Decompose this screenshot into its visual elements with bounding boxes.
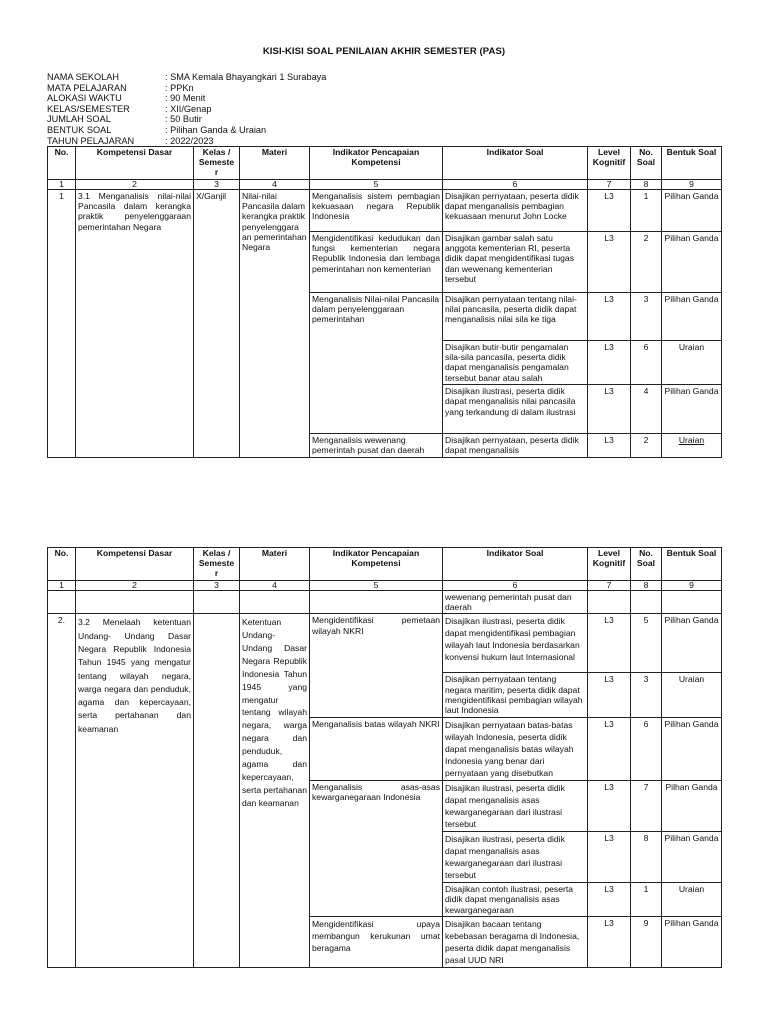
bentuk-soal: Uraian xyxy=(662,340,722,384)
column-number: 2 xyxy=(76,179,194,189)
column-number: 4 xyxy=(240,580,310,590)
empty-cell xyxy=(588,590,631,614)
kelas-semester-empty xyxy=(194,614,240,968)
level-kognitif: L3 xyxy=(588,189,631,231)
indikator-soal: Disajikan pernyataan batas-batas wilayah Indonesia, peserta didik dapat menganalisis batas wilayah Indonesia yang benar dari pernyataan yang disebutkan xyxy=(443,717,588,780)
column-number: 3 xyxy=(194,179,240,189)
column-number: 8 xyxy=(631,580,662,590)
empty-cell xyxy=(240,590,310,614)
column-number: 6 xyxy=(443,179,588,189)
nomor-soal: 2 xyxy=(631,231,662,292)
info-key: ALOKASI WAKTU xyxy=(47,93,122,104)
level-kognitif: L3 xyxy=(588,340,631,384)
nomor-soal: 9 xyxy=(631,916,662,967)
empty-cell xyxy=(194,590,240,614)
indikator-soal: Disajikan pernyataan tentang negara maritim, peserta didik dapat mengidentifikasi pembagian wilayah laut Indonesia xyxy=(443,673,588,717)
column-number: 3 xyxy=(194,580,240,590)
column-number: 4 xyxy=(240,179,310,189)
bentuk-soal: Pilihan Ganda xyxy=(662,292,722,340)
continuation-row xyxy=(48,590,722,614)
info-key: MATA PELAJARAN xyxy=(47,82,127,93)
level-kognitif: L3 xyxy=(588,916,631,967)
level-kognitif: L3 xyxy=(588,673,631,717)
indikator-kompetensi: Menganalisis wewenang pemerintah pusat dan daerah xyxy=(310,433,443,457)
bentuk-soal: Pilihan Ganda xyxy=(662,831,722,882)
info-row xyxy=(47,93,447,104)
level-kognitif: L3 xyxy=(588,384,631,433)
column-number-row xyxy=(48,179,722,189)
table-row xyxy=(48,614,722,673)
info-row xyxy=(47,72,447,83)
column-number: 1 xyxy=(48,179,76,189)
nomor-soal: 5 xyxy=(631,614,662,673)
table-row xyxy=(48,189,722,231)
info-value: : PPKn xyxy=(165,82,194,93)
level-kognitif: L3 xyxy=(588,780,631,831)
column-number: 5 xyxy=(310,179,443,189)
kompetensi-dasar: 3.1 Menganalisis nilai-nilai Pancasila dalam kerangka praktik penyelenggaraan pemerintahan Negara xyxy=(76,189,194,457)
bentuk-soal: Pilihan Ganda xyxy=(662,717,722,780)
info-row xyxy=(47,104,447,115)
header-cell: Level Kognitif xyxy=(588,147,631,180)
info-key: JUMLAH SOAL xyxy=(47,114,111,125)
info-row xyxy=(47,114,447,125)
indikator-kompetensi: Menganalisis Nilai-nilai Pancasila dalam penyelenggaraan pemerintahan xyxy=(310,292,443,433)
info-value: : 50 Butir xyxy=(165,114,202,125)
info-key: TAHUN PELAJARAN xyxy=(47,135,135,146)
indikator-soal: Disajikan pernyataan, peserta didik dapat menganalisis pembagian kekuasaan menurut John Locke xyxy=(443,189,588,231)
kisi-kisi-table-page-2 xyxy=(47,547,722,968)
kisi-kisi-table-page-1 xyxy=(47,146,722,458)
nomor-soal: 2 xyxy=(631,433,662,457)
indikator-kompetensi: Mengidentifikasi kedudukan dan fungsi kementerian negara Republik Indonesia dan lembaga pemerintahan non kementerian xyxy=(310,231,443,292)
indikator-soal: wewenang pemerintah pusat dan daerah xyxy=(443,590,588,614)
indikator-kompetensi: Mengidentifikasi upaya membangun kerukunan umat beragama xyxy=(310,916,443,967)
level-kognitif: L3 xyxy=(588,433,631,457)
level-kognitif: L3 xyxy=(588,231,631,292)
school-info xyxy=(47,72,447,146)
column-number-row xyxy=(48,580,722,590)
empty-cell xyxy=(662,590,722,614)
header-cell: No. Soal xyxy=(631,548,662,581)
indikator-soal: Disajikan pernyataan, peserta didik dapat menganalisis xyxy=(443,433,588,457)
nomor-soal: 3 xyxy=(631,673,662,717)
nomor-soal: 3 xyxy=(631,292,662,340)
indikator-soal: Disajikan butir-butir pengamalan sila-sila pancasila, peserta didik dapat menganalisis pengamalan tersebut banar atau salah xyxy=(443,340,588,384)
column-number: 1 xyxy=(48,580,76,590)
column-number: 9 xyxy=(662,580,722,590)
info-value: : 90 Menit xyxy=(165,93,206,104)
indikator-soal: Disajikan ilustrasi, peserta didik dapat menganalisis asas kewarganegaraan dari ilustrasi tersebut xyxy=(443,831,588,882)
info-key: KELAS/SEMESTER xyxy=(47,103,130,114)
level-kognitif: L3 xyxy=(588,292,631,340)
header-cell: Bentuk Soal xyxy=(662,147,722,180)
kelas-semester: X/Ganjil xyxy=(194,189,240,457)
level-kognitif: L3 xyxy=(588,882,631,916)
info-value: : 2022/2023 xyxy=(165,135,214,146)
indikator-kompetensi: Menganalisis asas-asas kewarganegaraan Indonesia xyxy=(310,780,443,916)
header-cell: No. Soal xyxy=(631,147,662,180)
header-cell: Materi xyxy=(240,147,310,180)
materi: Ketentuan Undang- Undang Dasar Negara Republik Indonesia Tahun 1945 yang mengatur tentang wilayah negara, warga negara dan penduduk, agama dan kepercayaan, serta pertahanan dan keamanan xyxy=(240,614,310,968)
column-number: 6 xyxy=(443,580,588,590)
header-cell: Kelas / Semeste r xyxy=(194,548,240,581)
header-row xyxy=(48,548,722,581)
indikator-soal: Disajikan ilustrasi, peserta didik dapat mengidentifikasi pembagian wilayah laut Indonesia berdasarkan konvensi hukum laut Internasional xyxy=(443,614,588,673)
info-value: : Pilihan Ganda & Uraian xyxy=(165,124,267,135)
column-number: 5 xyxy=(310,580,443,590)
info-row xyxy=(47,83,447,94)
header-cell: No. xyxy=(48,548,76,581)
header-cell: Kompetensi Dasar xyxy=(76,548,194,581)
column-number: 9 xyxy=(662,179,722,189)
row-number: 2. xyxy=(48,614,76,968)
empty-cell xyxy=(631,590,662,614)
level-kognitif: L3 xyxy=(588,614,631,673)
header-cell: Indikator Soal xyxy=(443,548,588,581)
bentuk-soal: Pilihan Ganda xyxy=(662,384,722,433)
header-cell: Kompetensi Dasar xyxy=(76,147,194,180)
nomor-soal: 6 xyxy=(631,717,662,780)
header-cell: No. xyxy=(48,147,76,180)
info-value: : XII/Genap xyxy=(165,103,212,114)
column-number: 7 xyxy=(588,179,631,189)
bentuk-soal: Uraian xyxy=(662,673,722,717)
header-cell: Level Kognitif xyxy=(588,548,631,581)
bentuk-soal: Pilihan Ganda xyxy=(662,614,722,673)
indikator-soal: Disajikan gambar salah satu anggota kementerian RI, peserta didik dapat mengidentifikasi tugas dan wewenang kementerian tersebut xyxy=(443,231,588,292)
nomor-soal: 1 xyxy=(631,882,662,916)
document-title: KISI-KISI SOAL PENILAIAN AKHIR SEMESTER (PAS) xyxy=(262,46,506,57)
indikator-soal: Disajikan contoh ilustrasi, peserta didik dapat menganalisis asas kewarganegaraan xyxy=(443,882,588,916)
nomor-soal: 6 xyxy=(631,340,662,384)
bentuk-soal: Uraian xyxy=(662,882,722,916)
info-row xyxy=(47,136,447,147)
bentuk-soal: Pilihan Ganda xyxy=(662,189,722,231)
indikator-kompetensi: Menganalisis sistem pembagian kekuasaan negara Republik Indonesia xyxy=(310,189,443,231)
row-number: 1 xyxy=(48,189,76,457)
info-value: : SMA Kemala Bhayangkari 1 Surabaya xyxy=(165,72,327,82)
column-number: 8 xyxy=(631,179,662,189)
bentuk-soal: Pilihan Ganda xyxy=(662,916,722,967)
nomor-soal: 1 xyxy=(631,189,662,231)
nomor-soal: 7 xyxy=(631,780,662,831)
header-cell: Bentuk Soal xyxy=(662,548,722,581)
indikator-kompetensi: Menganalisis batas wilayah NKRI xyxy=(310,717,443,780)
bentuk-soal: Pilhan Ganda xyxy=(662,780,722,831)
nomor-soal: 4 xyxy=(631,384,662,433)
bentuk-soal: Uraian xyxy=(662,433,722,457)
empty-cell xyxy=(48,590,76,614)
header-cell: Materi xyxy=(240,548,310,581)
column-number: 7 xyxy=(588,580,631,590)
header-row xyxy=(48,147,722,180)
info-row xyxy=(47,125,447,136)
indikator-soal: Disajikan ilustrasi, peserta didik dapat menganalisis nilai pancasila yang terkandung di dalam ilustrasi xyxy=(443,384,588,433)
header-cell: Indikator Pencapaian Kompetensi xyxy=(310,548,443,581)
kompetensi-dasar: 3.2 Menelaah ketentuan Undang- Undang Dasar Negara Republik Indonesia Tahun 1945 yang mengatur tentang wilayah negara, warga negara dan penduduk, agama dan kepercayaan, serta pertahanan dan keamanan xyxy=(76,614,194,968)
info-key: BENTUK SOAL xyxy=(47,124,112,135)
empty-cell xyxy=(310,590,443,614)
header-cell: Indikator Pencapaian Kompetensi xyxy=(310,147,443,180)
column-number: 2 xyxy=(76,580,194,590)
header-cell: Indikator Soal xyxy=(443,147,588,180)
indikator-soal: Disajikan bacaan tentang kebebasan beragama di Indonesia, peserta didik dapat menganalisis pasal UUD NRI xyxy=(443,916,588,967)
info-key: NAMA SEKOLAH xyxy=(47,72,119,82)
level-kognitif: L3 xyxy=(588,717,631,780)
nomor-soal: 8 xyxy=(631,831,662,882)
indikator-soal: Disajikan pernyataan tentang nilai-nilai pancasila, peserta didik dapat menganalisis nilai sila ke tiga xyxy=(443,292,588,340)
empty-cell xyxy=(76,590,194,614)
indikator-soal: Disajikan ilustrasi, peserta didik dapat menganalisis asas kewarganegaraan dari ilustrasi tersebut xyxy=(443,780,588,831)
indikator-kompetensi: Mengidentifikasi pemetaan wilayah NKRI xyxy=(310,614,443,717)
level-kognitif: L3 xyxy=(588,831,631,882)
header-cell: Kelas / Semeste r xyxy=(194,147,240,180)
materi: Nilai-nilai Pancasila dalam kerangka praktik penyelenggara an pemerintahan Negara xyxy=(240,189,310,457)
bentuk-soal: Pilihan Ganda xyxy=(662,231,722,292)
